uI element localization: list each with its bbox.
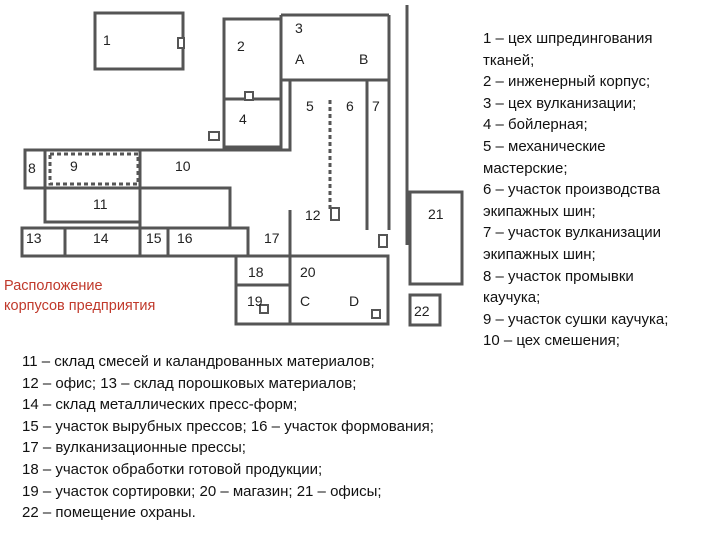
legend-line: 2 – инженерный корпус;	[483, 73, 651, 91]
label-4: 4	[239, 111, 247, 127]
legend-line: 9 – участок сушки каучука;	[483, 310, 669, 328]
label-13: 13	[26, 230, 42, 246]
label-19: 19	[247, 293, 263, 309]
legend-line: 1 – цех шпредингования	[483, 30, 653, 47]
legend-line: тканей;	[483, 51, 535, 69]
legend-line: 7 – участок вулканизации	[483, 224, 661, 242]
label-10: 10	[175, 158, 191, 174]
label-17: 17	[264, 230, 280, 246]
label-d: D	[349, 293, 360, 309]
legend-line: экипажных шин;	[483, 202, 596, 220]
legend-line: 19 – участок сортировки; 20 – магазин; 21 – офисы;	[22, 482, 382, 500]
label-15: 15	[146, 230, 162, 246]
label-b: B	[359, 51, 369, 67]
block-8-9	[25, 150, 140, 188]
label-3: 3	[295, 20, 303, 36]
label-9: 9	[70, 158, 78, 174]
row-13-16	[22, 228, 248, 256]
block-5-wall	[140, 80, 290, 228]
legend-line: мастерские;	[483, 159, 568, 177]
legend-line: 12 – офис; 13 – склад порошковых материалов;	[22, 374, 357, 392]
block-10-wall	[140, 188, 230, 228]
label-1: 1	[103, 32, 111, 48]
legend-line: 11 – склад смесей и каландрованных материалов;	[22, 353, 375, 370]
label-7: 7	[372, 98, 380, 114]
legend-line: 10 – цех смешения;	[483, 332, 620, 350]
label-18: 18	[248, 264, 264, 280]
legend-line: 4 – бойлерная;	[483, 116, 588, 134]
label-6: 6	[346, 98, 354, 114]
legend-right	[483, 28, 718, 352]
label-11: 11	[93, 196, 108, 212]
label-a: A	[295, 51, 305, 67]
label-16: 16	[177, 230, 193, 246]
legend-line: 6 – участок производства	[483, 181, 661, 199]
legend-line: 22 – помещение охраны.	[22, 504, 196, 522]
label-14: 14	[93, 230, 109, 246]
legend-line: 15 – участок вырубных прессов; 16 – участок формования;	[22, 417, 434, 435]
label-8: 8	[28, 160, 36, 176]
label-2: 2	[237, 38, 245, 54]
building-2	[224, 19, 281, 99]
legend-line: 5 – механические	[483, 137, 606, 155]
plan-caption	[4, 276, 224, 316]
legend-line: 8 – участок промывки	[483, 267, 634, 285]
caption-line: Расположение	[4, 278, 103, 294]
legend-line: каучука;	[483, 289, 541, 307]
label-12: 12	[305, 207, 321, 223]
caption-line: корпусов предприятия	[4, 298, 156, 314]
label-21: 21	[428, 206, 444, 222]
building-4	[224, 99, 281, 147]
legend-line: экипажных шин;	[483, 245, 596, 263]
label-5: 5	[306, 98, 314, 114]
label-c: C	[300, 293, 311, 309]
legend-line: 17 – вулканизационные прессы;	[22, 439, 246, 457]
legend-line: 14 – склад металлических пресс-форм;	[22, 396, 298, 414]
legend-line: 3 – цех вулканизации;	[483, 94, 637, 112]
label-22: 22	[414, 303, 430, 319]
legend-line: 18 – участок обработки готовой продукции;	[22, 460, 323, 478]
legend-bottom	[22, 351, 542, 524]
label-20: 20	[300, 264, 316, 280]
